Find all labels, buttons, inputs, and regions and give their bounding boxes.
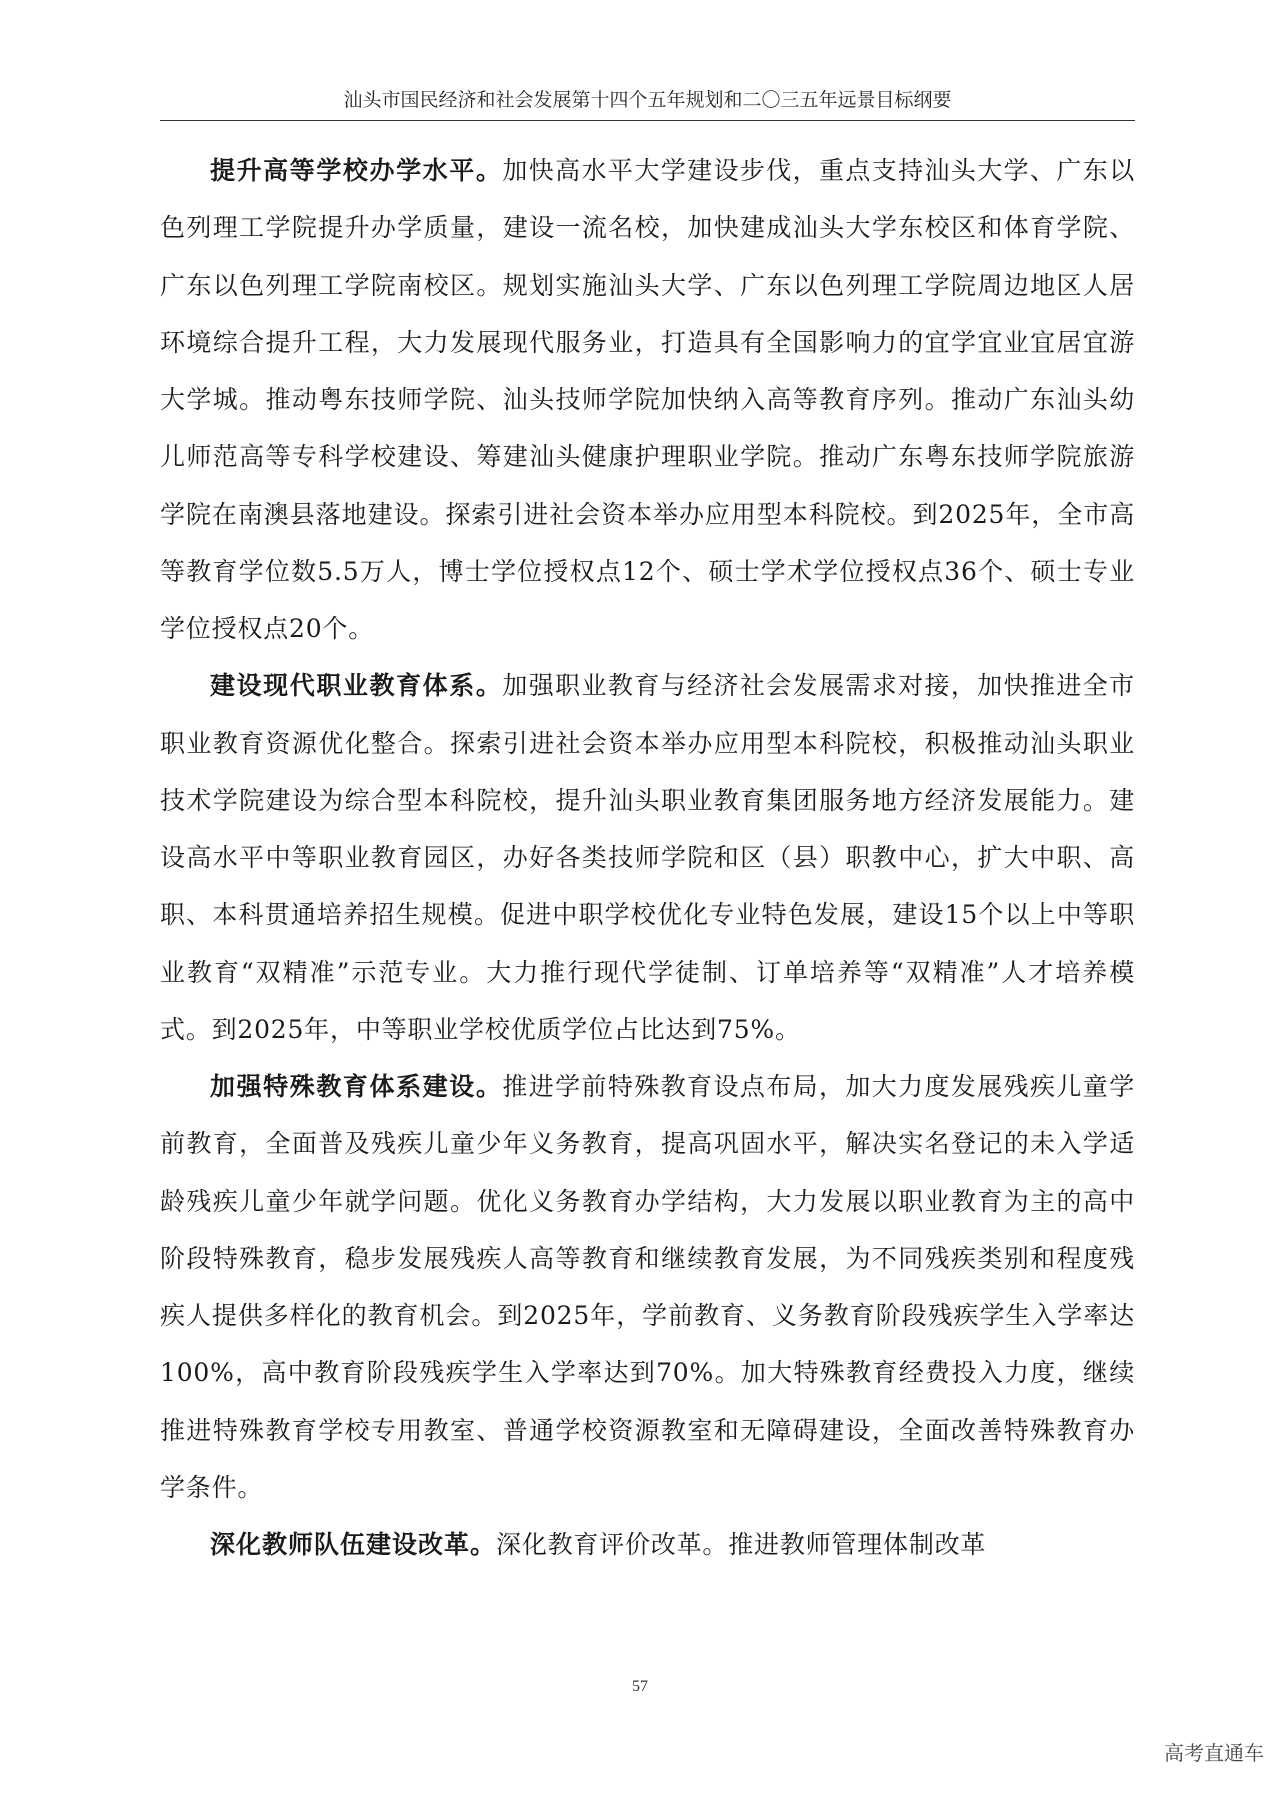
page-number: 57 — [632, 1678, 648, 1695]
paragraph-heading: 建设现代职业教育体系。 — [210, 671, 503, 701]
paragraph-vocational-education — [160, 657, 1135, 1058]
document-body — [160, 142, 1135, 1573]
paragraph-teacher-reform — [160, 1516, 1135, 1573]
watermark: 高考直通车 — [1164, 1741, 1264, 1765]
paragraph-special-education — [160, 1058, 1135, 1516]
paragraph-higher-education — [160, 142, 1135, 657]
paragraph-heading: 加强特殊教育体系建设。 — [210, 1072, 503, 1101]
paragraph-text: 加强职业教育与经济社会发展需求对接，加快推进全市职业教育资源优化整合。探索引进社会资本举办应用型本科院校，积极推动汕头职业技术学院建设为综合型本科院校，提升汕头职业教育集团服务地方经济发展能力。建设高水平中等职业教育园区，办好各类技师学院和区（县）职教中心，扩大中职、高职、本科贯通培养招生规模。促进中职学校优化专业特色发展，建设15个以上中等职业教育“双精准”示范专业。大力推行现代学徒制、订单培养等“双精准”人才培养模式。到2025年，中等职业学校优质学位占比达到75%。 — [160, 671, 1135, 1044]
paragraph-text: 深化教育评价改革。推进教师管理体制改革 — [496, 1530, 987, 1559]
header-divider — [160, 120, 1135, 121]
running-header: 汕头市国民经济和社会发展第十四个五年规划和二〇三五年远景目标纲要 — [343, 90, 952, 111]
paragraph-heading: 深化教师队伍建设改革。 — [210, 1530, 497, 1559]
paragraph-heading: 提升高等学校办学水平。 — [210, 156, 503, 185]
paragraph-text: 加快高水平大学建设步伐，重点支持汕头大学、广东以色列理工学院提升办学质量，建设一流名校，加快建成汕头大学东校区和体育学院、广东以色列理工学院南校区。规划实施汕头大学、广东以色列理工学院周边地区人居环境综合提升工程，大力发展现代服务业，打造具有全国影响力的宜学宜业宜居宜游大学城。推动粤东技师学院、汕头技师学院加快纳入高等教育序列。推动广东汕头幼儿师范高等专科学校建设、筹建汕头健康护理职业学院。推动广东粤东技师学院旅游学院在南澳县落地建设。探索引进社会资本举办应用型本科院校。到2025年，全市高等教育学位数5.5万人，博士学位授权点12个、硕士学术学位授权点36个、硕士专业学位授权点20个。 — [160, 156, 1135, 643]
paragraph-text: 推进学前特殊教育设点布局，加大力度发展残疾儿童学前教育，全面普及残疾儿童少年义务教育，提高巩固水平，解决实名登记的未入学适龄残疾儿童少年就学问题。优化义务教育办学结构，大力发展以职业教育为主的高中阶段特殊教育，稳步发展残疾人高等教育和继续教育发展，为不同残疾类别和程度残疾人提供多样化的教育机会。到2025年，学前教育、义务教育阶段残疾学生入学率达100%，高中教育阶段残疾学生入学率达到70%。加大特殊教育经费投入力度，继续推进特殊教育学校专用教室、普通学校资源教室和无障碍建设，全面改善特殊教育办学条件。 — [160, 1072, 1135, 1502]
